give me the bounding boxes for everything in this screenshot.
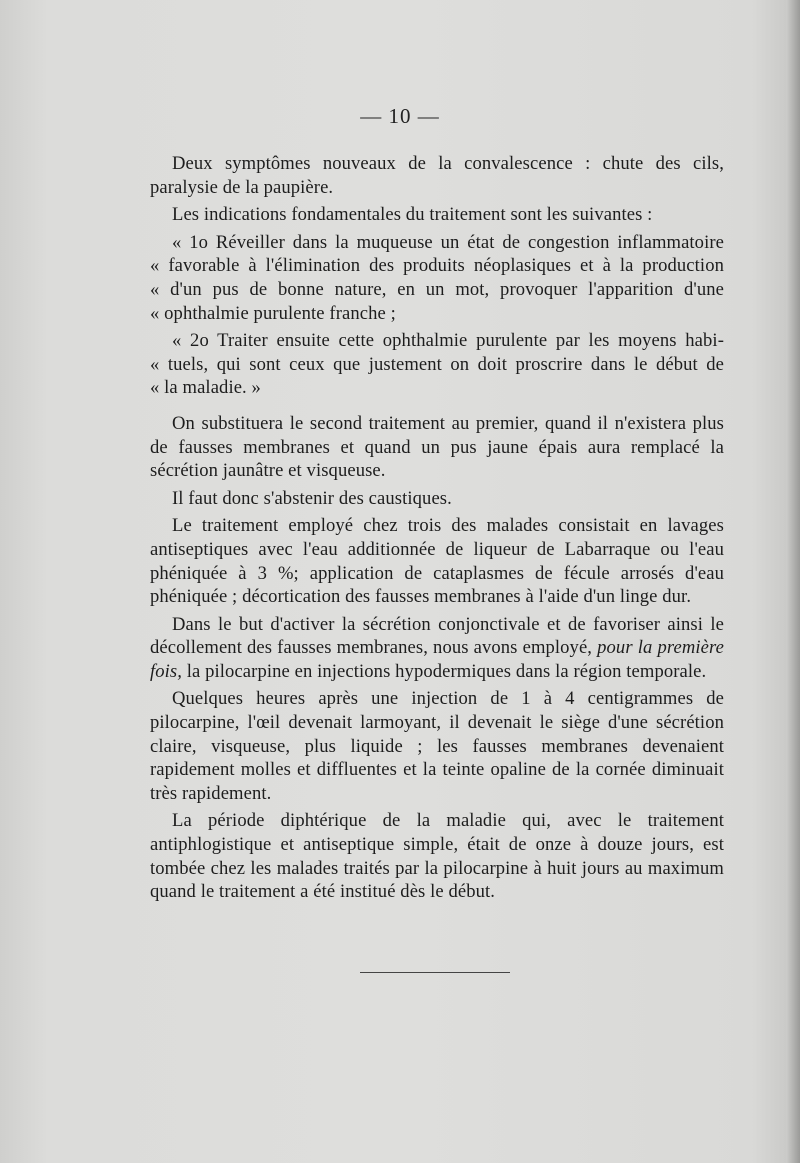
text-segment: la pilocarpine en injections hypodermiques dans la région temporale. <box>186 660 707 682</box>
quote-line: « ophthalmie purulente franche ; <box>150 302 396 324</box>
quote-line: « d'un pus de bonne nature, en un mot, provoquer l'apparition d'une <box>150 278 724 300</box>
quote-indication-two-cont <box>150 353 724 400</box>
paragraph-substitution: On substituera le second traitement au premier, quand il n'existera plus de fausses membranes et quand un pus jaune épais aura remplacé la sécrétion jaunâtre et visqueuse. <box>150 412 724 482</box>
page-number: — 10 — <box>360 104 440 128</box>
closing-rule <box>360 972 510 973</box>
quote-indication-two <box>150 329 724 353</box>
quote-line: « favorable à l'élimination des produits néoplasiques et à la production <box>150 255 724 277</box>
paragraph-pilocarpine <box>150 613 724 684</box>
quote-line: « 1o Réveiller dans la muqueuse un état de congestion inflammatoire <box>172 231 724 253</box>
italic-emphasis: pour la première fois, <box>150 637 724 682</box>
quote-line: « 2o Traiter ensuite cette ophthalmie purulente par les moyens habi- <box>172 330 724 352</box>
quote-indication-one-cont <box>150 254 724 325</box>
quote-line: « la maladie. » <box>150 377 261 399</box>
quote-indication-one <box>150 231 724 255</box>
paragraph-symptoms: Deux symptômes nouveaux de la convalescence : chute des cils, paralysie de la paupière. <box>150 153 724 198</box>
paragraph-caustics: Il faut donc s'abstenir des caustiques. <box>172 487 452 509</box>
paragraph-diphtheric-period: La période diphtérique de la maladie qui, avec le traitement antiphlogistique et antiseptique simple, était de onze à douze jours, est tombée chez les malades traités par la pilocarpine à huit jours au maximum quand le traitement a été institué dès le début. <box>150 810 724 903</box>
paragraph-indications: Les indications fondamentales du traitement sont les suivantes : <box>172 204 653 226</box>
paragraph-injection-effects: Quelques heures après une injection de 1 à 4 centigrammes de pilocarpine, l'œil devenait larmoyant, il devenait le siège d'une sécrétion claire, visqueuse, plus liquide ; les fausses membranes devenaient rapidement molles et diffluentes et la teinte opaline de la cornée diminuait très rapidement. <box>150 688 724 804</box>
paragraph-treatment: Le traitement employé chez trois des malades consistait en lavages antiseptiques avec l'eau additionnée de liqueur de Labarraque ou l'eau phéniquée à 3 %; application de cataplasmes de fécule arrosés d'eau phéniquée ; décortication des fausses membranes à l'aide d'un linge dur. <box>150 515 724 608</box>
text-segment: Dans le but d'activer la sécrétion conjonctivale et de favoriser ainsi le décollement des fausses membranes, nous avons employé, <box>150 613 724 659</box>
page-edge-shadow <box>786 0 800 1163</box>
body-text <box>150 152 724 904</box>
quote-line: « tuels, qui sont ceux que justement on doit proscrire dans le début de <box>150 353 724 375</box>
